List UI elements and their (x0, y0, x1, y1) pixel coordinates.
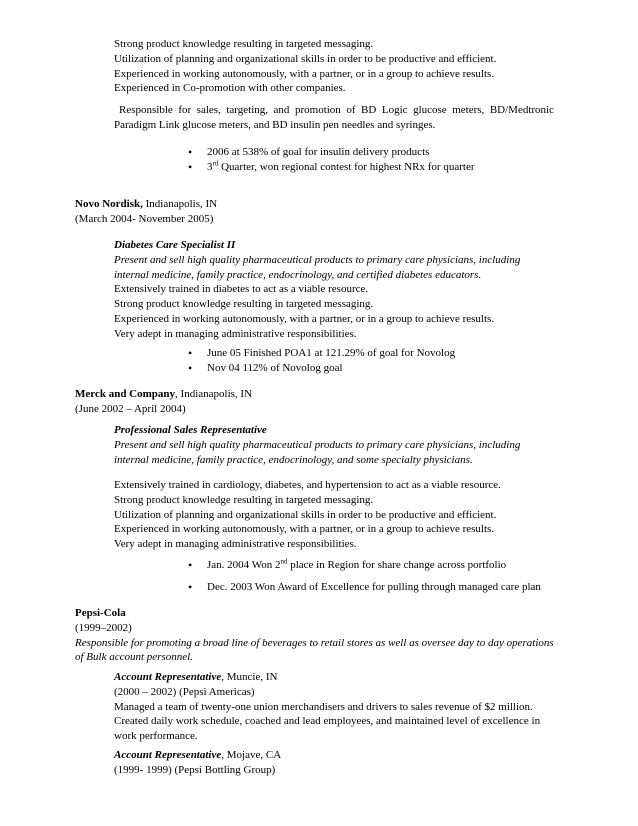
employment-dates: (1999–2002) (75, 621, 132, 634)
skill-line: Utilization of planning and organizational skills in order to be productive and efficient. (114, 508, 497, 521)
job-location: , Mojave, CA (221, 749, 282, 761)
novo-achievements (188, 346, 608, 376)
pepsi-role-mojave (114, 748, 554, 778)
skill-line: Strong product knowledge resulting in targeted messaging. (114, 38, 374, 50)
merck-role (114, 423, 554, 467)
merck-achievements (188, 558, 608, 595)
pepsi-header (75, 606, 555, 665)
company-location: , Indianapolis, IN (175, 388, 253, 400)
bd-responsibility (114, 103, 554, 133)
job-location: , Muncie, IN (221, 671, 278, 683)
job-description: Present and sell high quality pharmaceutical products to primary care physicians, including internal medicine, family practice, endocrinology, and certified diabetes educators. (114, 253, 521, 281)
skill-line: Extensively trained in diabetes to act as a viable resource. (114, 283, 369, 296)
skill-line: Strong product knowledge resulting in targeted messaging. (114, 298, 374, 311)
skill-line: Utilization of planning and organizational skills in order to be productive and efficient. (114, 52, 497, 65)
skill-line: Experienced in working autonomously, with a partner, or in a group to achieve results. (114, 523, 495, 536)
achievement-item: • Dec. 2003 Won Award of Excellence for pulling through managed care plan (188, 580, 608, 595)
achievement-item: • Jan. 2004 Won 2nd place in Region for share change across portfolio (188, 558, 608, 573)
duty-line: Managed a team of twenty-one union merchandisers and drivers to sales revenue of $2 million. (114, 700, 533, 713)
novo-role (114, 238, 554, 342)
job-title: Professional Sales Representative (114, 424, 267, 436)
pepsi-role-muncie (114, 670, 554, 744)
skill-line: Experienced in working autonomously, with a partner, or in a group to achieve results. (114, 67, 495, 80)
company-location: Indianapolis, IN (142, 198, 218, 210)
achievement-item: • 2006 at 538% of goal for insulin delivery products (188, 145, 608, 160)
novo-header (75, 197, 555, 227)
merck-header (75, 387, 555, 417)
employment-dates: (2000 – 2002) (Pepsi Americas) (114, 685, 255, 698)
employment-dates: (June 2002 – April 2004) (75, 402, 186, 415)
skill-line: Very adept in managing administrative responsibilities. (114, 327, 357, 340)
job-title: Diabetes Care Specialist II (114, 239, 236, 251)
skill-line: Experienced in Co-promotion with other companies. (114, 82, 346, 95)
skill-line: Extensively trained in cardiology, diabetes, and hypertension to act as a viable resource. (114, 479, 501, 491)
company-name: Merck and Company (75, 388, 176, 400)
company-name: Pepsi-Cola (75, 607, 126, 619)
employment-dates: (March 2004- November 2005) (75, 212, 214, 225)
duty-line: Created daily work schedule, coached and lead employees, and maintained level of excellence in work performance. (114, 715, 541, 743)
top-skills (114, 37, 554, 96)
skill-line: Very adept in managing administrative responsibilities. (114, 538, 357, 551)
responsibility-text: Responsible for sales, targeting, and promotion of BD Logic glucose meters, BD/Medtronic Paradigm Link glucose meters, and BD insulin pen needles and syringes. (114, 104, 554, 131)
job-title: Account Representative (114, 671, 222, 683)
job-title: Account Representative (114, 749, 222, 761)
skill-line: Strong product knowledge resulting in targeted messaging. (114, 493, 374, 506)
company-name: Novo Nordisk, (75, 198, 143, 210)
company-description: Responsible for promoting a broad line of beverages to retail stores as well as oversee day to day operations of Bulk account personnel. (75, 636, 554, 664)
achievement-item: • June 05 Finished POA1 at 121.29% of goal for Novolog (188, 346, 608, 361)
achievement-item: • 3rd Quarter, won regional contest for highest NRx for quarter (188, 160, 608, 175)
top-achievements (188, 145, 608, 175)
job-description: Present and sell high quality pharmaceutical products to primary care physicians, including internal medicine, family practice, endocrinology, and some specialty physicians. (114, 438, 521, 466)
merck-skills (114, 478, 554, 552)
achievement-item: • Nov 04 112% of Novolog goal (188, 361, 608, 376)
skill-line: Experienced in working autonomously, with a partner, or in a group to achieve results. (114, 312, 495, 325)
employment-dates: (1999- 1999) (Pepsi Bottling Group) (114, 763, 276, 776)
